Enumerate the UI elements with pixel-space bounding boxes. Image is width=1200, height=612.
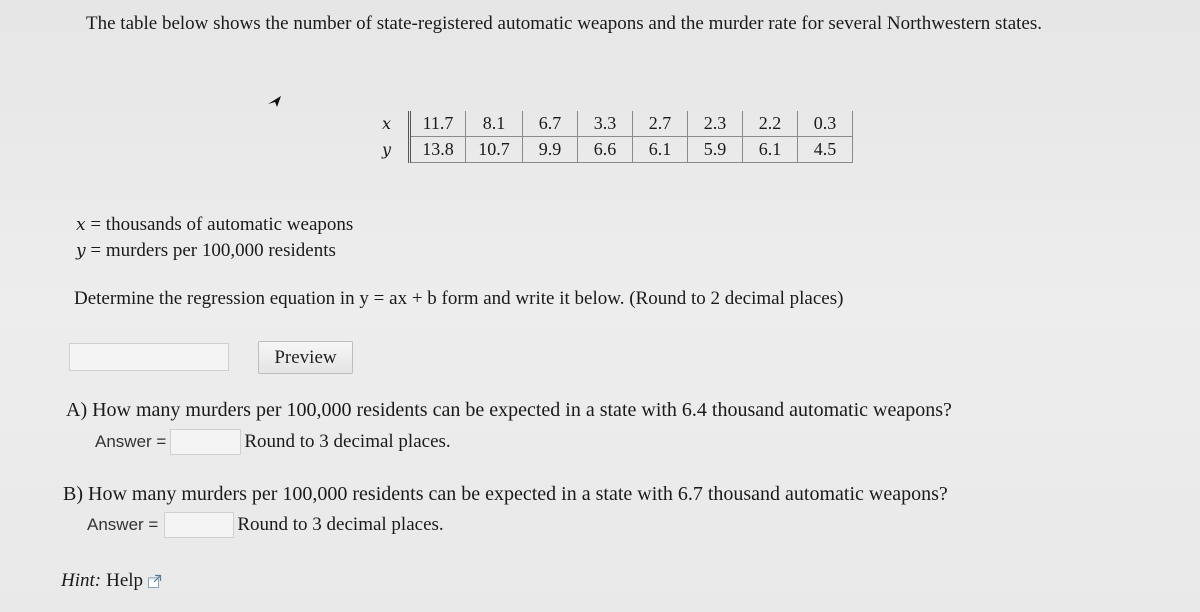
part-b-answer-input[interactable]	[164, 512, 234, 538]
y-definition-text: = murders per 100,000 residents	[90, 240, 336, 261]
part-a-round-note: Round to 3 decimal places.	[244, 431, 451, 452]
hint-label: Hint:	[61, 570, 102, 591]
part-b-question: B) How many murders per 100,000 residents can be expected in a state with 6.7 thousand automatic weapons?	[63, 483, 948, 505]
y-cell: 4.5	[798, 137, 853, 163]
x-cell: 0.3	[798, 111, 853, 137]
part-a-answer-row	[95, 429, 451, 455]
y-cell: 5.9	[688, 137, 743, 163]
variable-definitions	[76, 212, 353, 264]
x-cell: 2.7	[633, 111, 688, 137]
preview-button[interactable]: Preview	[258, 341, 353, 374]
x-variable: x	[76, 215, 86, 235]
mouse-cursor-icon	[266, 92, 284, 110]
data-table	[365, 111, 853, 163]
intro-text: The table below shows the number of state-registered automatic weapons and the murder rate for several Northwestern states.	[86, 13, 1042, 34]
y-header: y	[365, 137, 410, 163]
y-cell: 13.8	[410, 137, 466, 163]
x-definition-text: = thousands of automatic weapons	[90, 214, 354, 235]
y-cell: 6.6	[578, 137, 633, 163]
x-cell: 8.1	[466, 111, 523, 137]
table-row-y	[365, 137, 853, 163]
y-cell: 6.1	[743, 137, 798, 163]
x-header: x	[365, 111, 410, 137]
x-cell: 3.3	[578, 111, 633, 137]
regression-question: Determine the regression equation in y = ax + b form and write it below. (Round to 2 decimal places)	[74, 288, 844, 309]
part-a-answer-label: Answer =	[95, 432, 167, 451]
y-cell: 9.9	[523, 137, 578, 163]
x-cell: 2.3	[688, 111, 743, 137]
y-variable: y	[76, 241, 86, 261]
y-cell: 10.7	[466, 137, 523, 163]
x-cell: 2.2	[743, 111, 798, 137]
help-link[interactable]: Help	[106, 570, 144, 591]
table-row-x	[365, 111, 853, 137]
y-cell: 6.1	[633, 137, 688, 163]
part-b-answer-row	[87, 512, 444, 538]
hint-row	[61, 570, 162, 592]
part-a-question: A) How many murders per 100,000 residents can be expected in a state with 6.4 thousand automatic weapons?	[66, 399, 952, 421]
regression-equation-input[interactable]	[69, 343, 229, 371]
part-b-answer-label: Answer =	[87, 515, 159, 534]
x-cell: 11.7	[410, 111, 466, 137]
external-link-icon[interactable]	[147, 574, 162, 589]
y-definition	[76, 238, 353, 264]
x-cell: 6.7	[523, 111, 578, 137]
part-a-answer-input[interactable]	[170, 429, 241, 455]
part-b-round-note: Round to 3 decimal places.	[237, 514, 444, 535]
x-definition	[76, 212, 353, 238]
